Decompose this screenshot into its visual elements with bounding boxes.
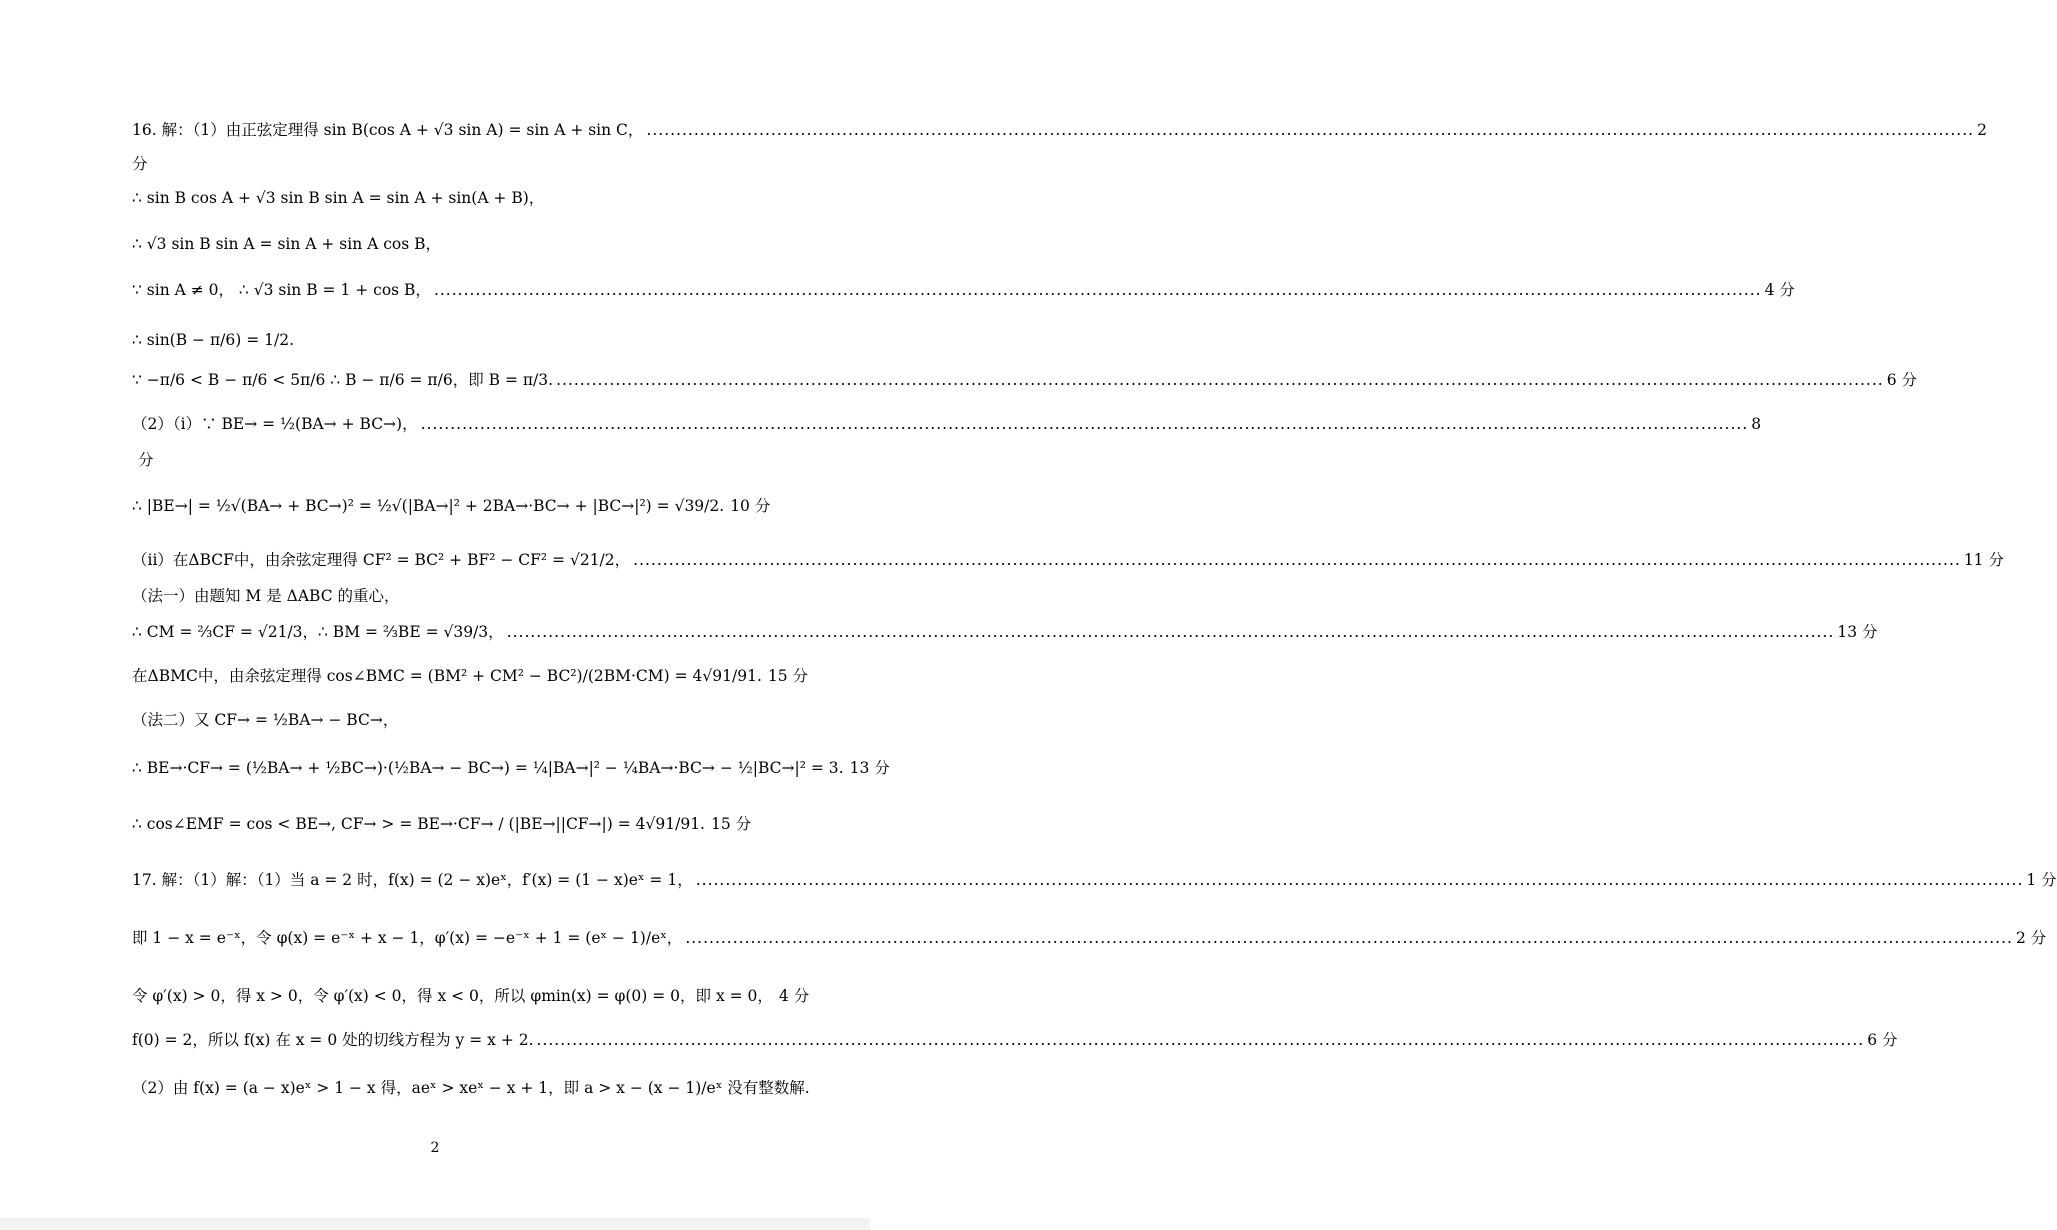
solution-line: ∴ CM = ⅔CF = √21/3，∴ BM = ⅔BE = √39/3， ..... 13 分 <box>132 620 740 644</box>
solution-line: 令 φ′(x) > 0，得 x > 0，令 φ′(x) < 0，得 x < 0，所以 φmin(x) = φ(0) = 0，即 x = 0， 4 分 <box>132 987 810 1005</box>
solution-line: ∴ sin(B − π/6) = 1/2. <box>132 331 294 349</box>
solution-line: 即 1 − x = e⁻ˣ，令 φ(x) = e⁻ˣ + x − 1，φ′(x) = −e⁻ˣ + 1 = (eˣ − 1)/eˣ， ..... 2 分 <box>132 926 740 950</box>
solution-line: 16. 解：（1）由正弦定理得 sin B(cos A + √3 sin A) = sin A + sin C， ..... 2 <box>132 118 740 142</box>
solution-line: ∴ BE→·CF→ = (½BA→ + ½BC→)·(½BA→ − BC→) = ¼|BA→|² − ¼BA→·BC→ − ½|BC→|² = 3. 13 分 <box>132 759 890 777</box>
page-number: 2 <box>430 1140 440 1156</box>
solution-line: （法一）由题知 M 是 ΔABC 的重心， <box>132 587 400 605</box>
solution-line: ∴ |BE→| = ½√(BA→ + BC→)² = ½√(|BA→|² + 2BA→·BC→ + |BC→|²) = √39/2. 10 分 <box>132 497 771 515</box>
solution-line: （2）由 f(x) = (a − x)eˣ > 1 − x 得，aeˣ > xeˣ − x + 1，即 a > x − (x − 1)/eˣ 没有整数解. <box>132 1079 810 1097</box>
page-bottom-edge <box>0 1218 870 1230</box>
score-continuation: 分 <box>132 155 148 173</box>
solution-line: 17. 解：（1）解：（1）当 a = 2 时，f(x) = (2 − x)eˣ，f′(x) = (1 − x)eˣ = 1， ..... 1 分 <box>132 868 740 892</box>
solution-line: （法二）又 CF→ = ½BA→ − BC→， <box>132 711 399 729</box>
solution-line: ∴ cos∠EMF = cos < BE→, CF→ > = BE→·CF→ / (|BE→||CF→|) = 4√91/91. 15 分 <box>132 815 752 833</box>
solution-line: （2）（i）∵ BE→ = ½(BA→ + BC→)， ..... 8 <box>132 412 740 436</box>
solution-line: f(0) = 2，所以 f(x) 在 x = 0 处的切线方程为 y = x + 2. ..... 6 分 <box>132 1028 740 1052</box>
solution-line: ∵ −π/6 < B − π/6 < 5π/6 ∴ B − π/6 = π/6，即 B = π/3. ..... 6 分 <box>132 368 740 392</box>
solution-line: ∴ sin B cos A + √3 sin B sin A = sin A + sin(A + B)， <box>132 189 545 207</box>
solution-line: ∴ √3 sin B sin A = sin A + sin A cos B， <box>132 235 442 253</box>
score-continuation: 分 <box>138 451 154 469</box>
solution-line: ∵ sin A ≠ 0， ∴ √3 sin B = 1 + cos B， ..... 4 分 <box>132 278 740 302</box>
solution-line: 在ΔBMC中，由余弦定理得 cos∠BMC = (BM² + CM² − BC²)/(2BM·CM) = 4√91/91. 15 分 <box>132 667 809 685</box>
solution-line: （ii）在ΔBCF中，由余弦定理得 CF² = BC² + BF² − CF² = √21/2， ..... 11 分 <box>132 548 740 572</box>
